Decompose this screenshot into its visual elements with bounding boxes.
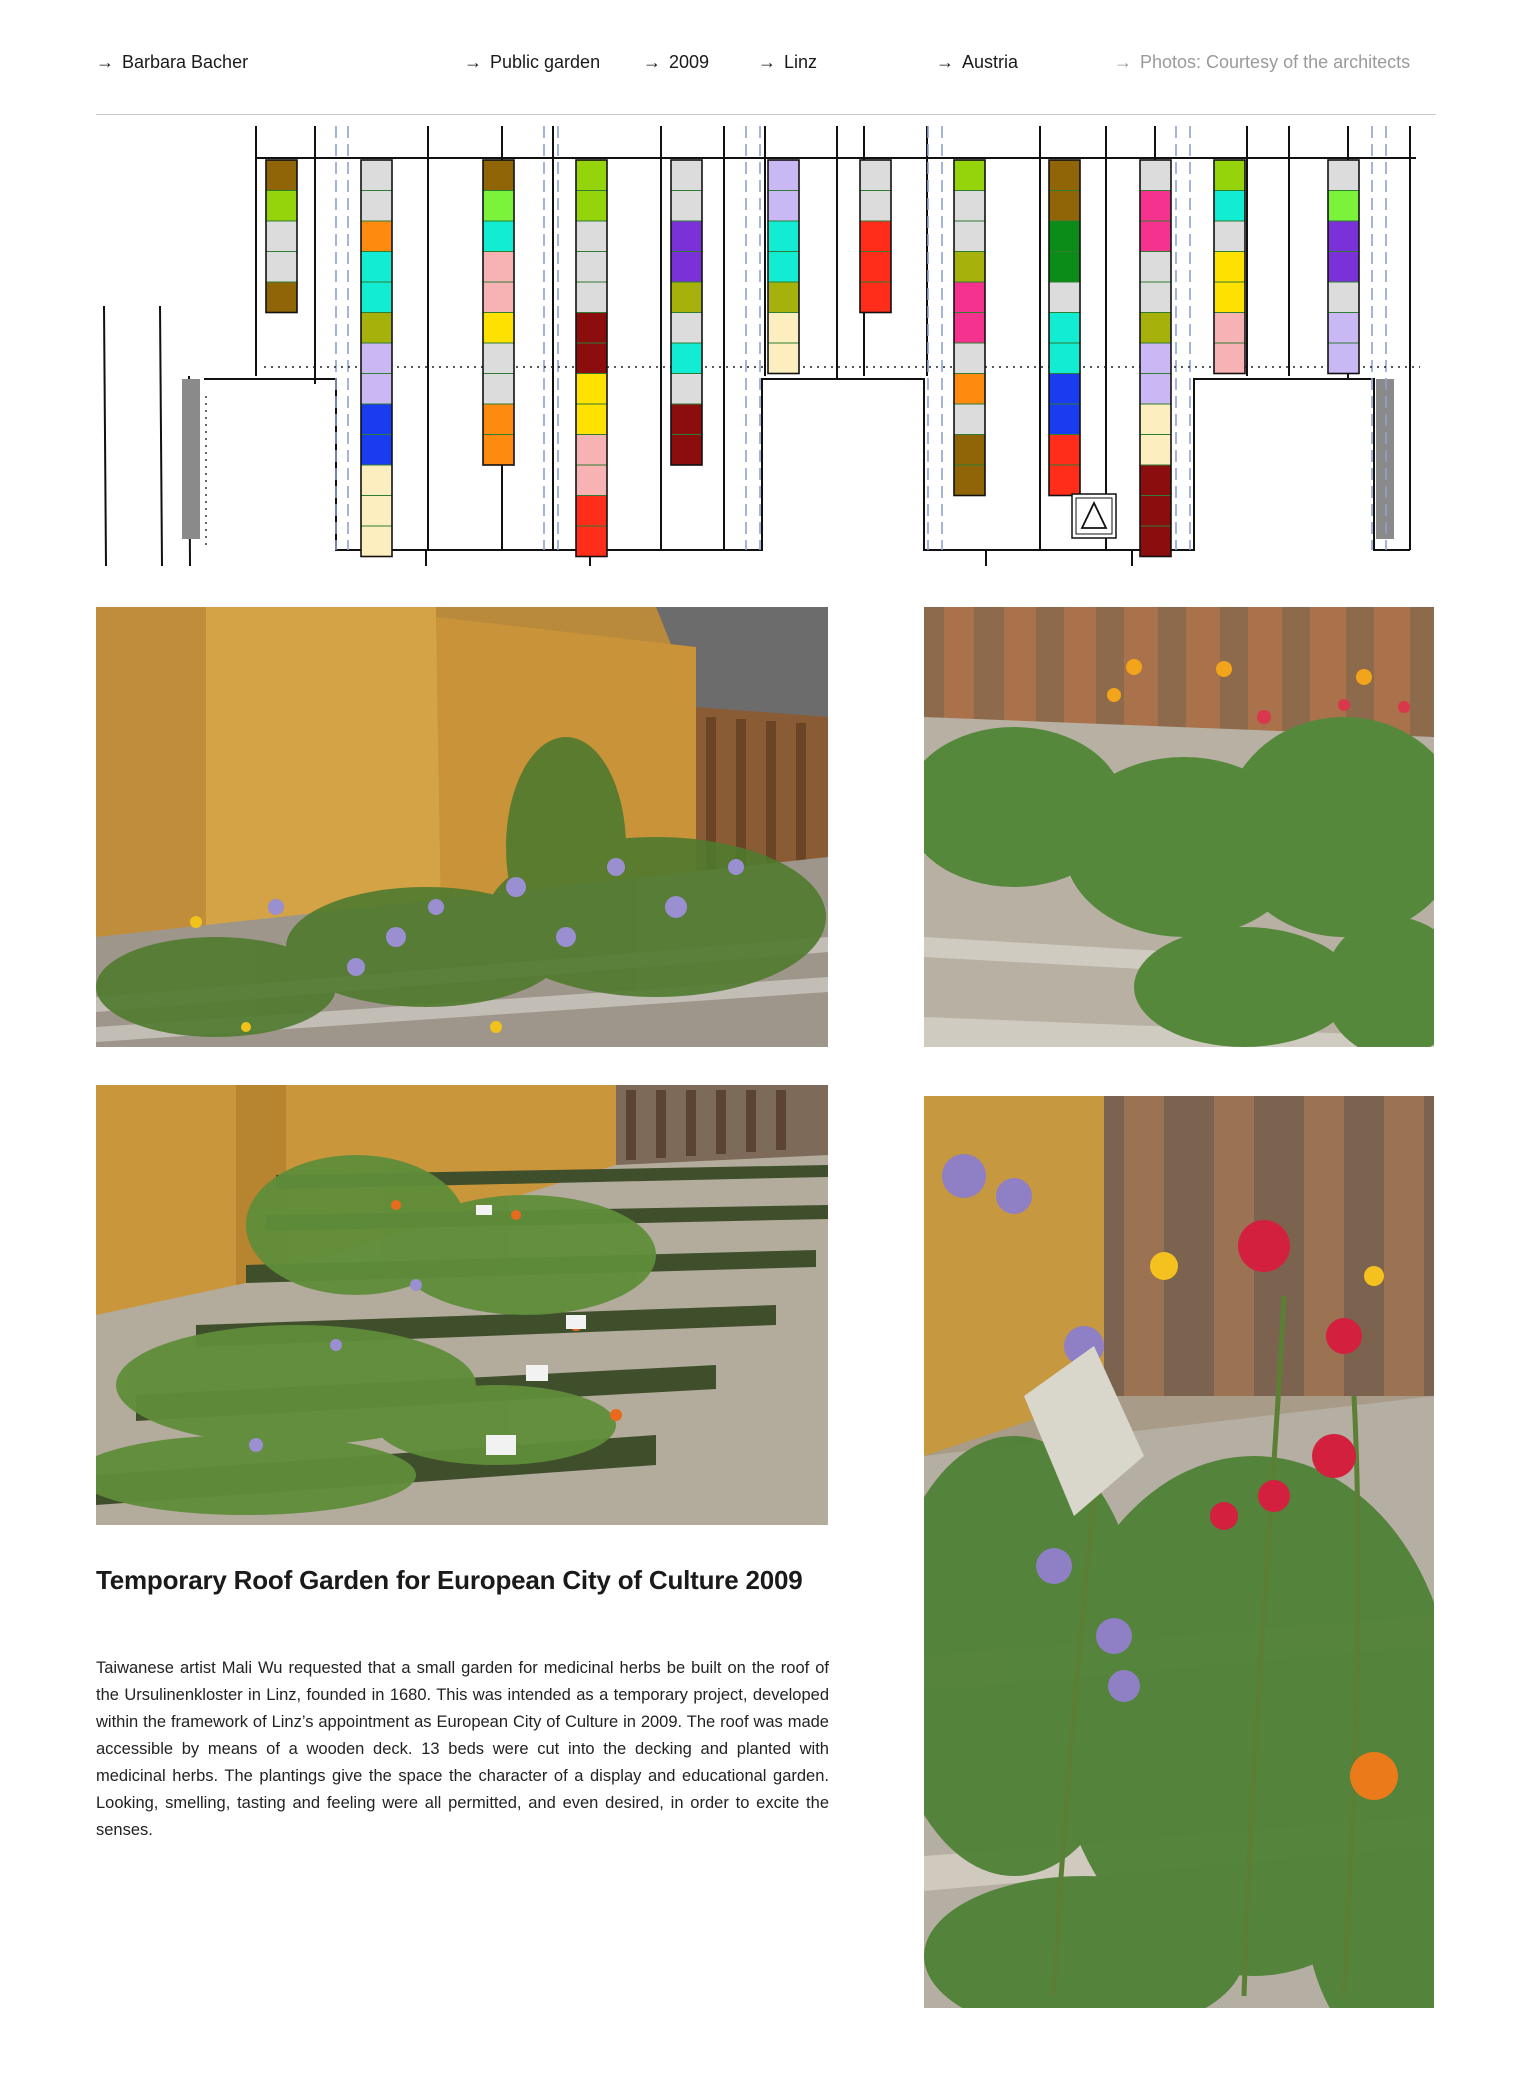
bed-cell [483,221,514,252]
bed-cell [576,496,607,527]
bed-cell [483,191,514,222]
bed-cell [266,282,297,313]
bed-cell [1140,465,1171,496]
herb-bed [954,160,985,496]
bed-cell [768,343,799,374]
bed-cell [576,343,607,374]
herb-bed [1214,160,1245,374]
bed-cell [954,160,985,191]
bed-cell [361,282,392,313]
bed-cell [1140,374,1171,405]
herb-bed [266,160,297,313]
bed-cell [361,435,392,466]
bed-cell [576,160,607,191]
bed-cell [860,221,891,252]
bed-cell [1140,343,1171,374]
photo-beds-overview [96,1085,828,1525]
bed-cell [483,404,514,435]
bed-cell [671,191,702,222]
meta-architect [96,50,248,74]
bed-cell [671,343,702,374]
bed-cell [768,191,799,222]
bed-cell [671,374,702,405]
bed-cell [483,160,514,191]
bed-cell [1140,221,1171,252]
bed-cell [576,221,607,252]
bed-cell [1140,496,1171,527]
bed-cell [954,343,985,374]
article-body: Taiwanese artist Mali Wu requested that a small garden for medicinal herbs be built on the roof of the Ursulinenkloster in Linz, founded in 1680. This was intended as a temporary project, developed within the framework of Linz’s appointment as European City of Culture in 2009. The roof was made accessible by means of a wooden deck. 13 beds were cut into the decking and planted with medicinal herbs. The plantings give the space the character of a display and educational garden. Looking, smelling, tasting and feeling were all permitted, and even desired, in order to excite the senses. [96,1659,829,1839]
herb-bed [671,160,702,465]
bed-cell [483,313,514,344]
arrow-icon: → [1114,52,1132,72]
bed-cell [483,252,514,283]
bed-cell [1214,160,1245,191]
bed-cell [1214,343,1245,374]
herb-bed [1328,160,1359,374]
wall-piece-right [1376,379,1394,539]
bed-cell [361,496,392,527]
bed-cell [954,404,985,435]
bed-cell [1140,526,1171,557]
bed-cell [266,221,297,252]
bed-cell [483,343,514,374]
photo-deck-calendula [924,607,1434,1047]
arrow-icon: → [464,52,482,72]
architect-name: Barbara Bacher [122,52,249,72]
bed-cell [954,313,985,344]
bed-cell [576,526,607,557]
bed-cell [576,191,607,222]
bed-cell [768,221,799,252]
herb-bed [768,160,799,374]
bed-cell [1328,160,1359,191]
bed-cell [1328,252,1359,283]
bed-cell [860,191,891,222]
bed-cell [1049,374,1080,405]
bed-cell [1049,343,1080,374]
bed-cell [671,221,702,252]
bed-cell [361,191,392,222]
bed-cell [671,404,702,435]
bed-cell [361,404,392,435]
herb-bed [361,160,392,557]
bed-cell [1049,465,1080,496]
bed-cell [671,435,702,466]
bed-cell [1049,313,1080,344]
bed-cell [1214,282,1245,313]
year-label: 2009 [669,52,710,72]
bed-cell [954,435,985,466]
bed-cell [1140,191,1171,222]
category-label: Public garden [490,52,601,72]
bed-cell [361,343,392,374]
meta-city [758,50,817,74]
bed-cell [1049,160,1080,191]
bed-cell [483,435,514,466]
bed-cell [1049,221,1080,252]
bed-cell [1140,252,1171,283]
bed-cell [768,282,799,313]
bed-cell [361,374,392,405]
herb-bed [483,160,514,465]
photo-credit: Photos: Courtesy of the architects [1140,52,1411,72]
bed-cell [576,404,607,435]
bed-cell [361,160,392,191]
herb-beds [266,160,1359,557]
meta-country [936,50,1018,74]
bed-cell [266,252,297,283]
herb-bed [1049,160,1080,496]
bed-cell [671,252,702,283]
wall-piece-left [182,379,200,539]
bed-cell [1049,252,1080,283]
bed-cell [361,252,392,283]
bed-cell [576,313,607,344]
herb-bed [576,160,607,557]
bed-cell [1140,313,1171,344]
meta-credit [1114,50,1410,74]
bed-cell [1140,435,1171,466]
bed-cell [671,282,702,313]
north-arrow-icon [1072,494,1116,538]
arrow-icon: → [643,52,661,72]
bed-cell [768,160,799,191]
article-title: Temporary Roof Garden for European City of Culture 2009 [96,1565,803,1595]
meta-category [464,50,600,74]
bed-cell [361,221,392,252]
bed-cell [576,252,607,283]
arrow-icon: → [758,52,776,72]
herb-bed [860,160,891,313]
bed-cell [954,191,985,222]
bed-cell [1214,221,1245,252]
bed-cell [1140,160,1171,191]
bed-cell [1049,435,1080,466]
bed-cell [1049,191,1080,222]
bed-cell [768,313,799,344]
arrow-icon: → [96,52,114,72]
bed-cell [483,374,514,405]
city-label: Linz [784,52,818,72]
photo-wall-borage [96,607,828,1047]
bed-cell [1214,252,1245,283]
bed-cell [954,282,985,313]
bed-cell [266,160,297,191]
bed-cell [1328,343,1359,374]
photo-flowers-closeup [924,1096,1434,2008]
bed-cell [361,526,392,557]
bed-cell [266,191,297,222]
meta-year [643,50,709,74]
bed-cell [576,374,607,405]
bed-cell [361,313,392,344]
herb-bed [1140,160,1171,557]
bed-cell [483,282,514,313]
bed-cell [860,160,891,191]
bed-cell [1328,191,1359,222]
bed-cell [1214,313,1245,344]
bed-cell [361,465,392,496]
bed-cell [1049,404,1080,435]
bed-cell [576,435,607,466]
bed-cell [576,465,607,496]
bed-cell [954,465,985,496]
bed-cell [576,282,607,313]
header-divider [96,114,1436,115]
bed-cell [954,221,985,252]
bed-cell [1140,282,1171,313]
country-label: Austria [962,52,1019,72]
bed-cell [860,252,891,283]
bed-cell [1328,221,1359,252]
bed-cell [671,313,702,344]
bed-cell [860,282,891,313]
planting-plan [24,126,1424,572]
bed-cell [1328,282,1359,313]
bed-cell [954,252,985,283]
bed-cell [1049,282,1080,313]
bed-cell [1140,404,1171,435]
bed-cell [954,374,985,405]
arrow-icon: → [936,52,954,72]
bed-cell [1214,191,1245,222]
bed-cell [671,160,702,191]
bed-cell [768,252,799,283]
bed-cell [1328,313,1359,344]
